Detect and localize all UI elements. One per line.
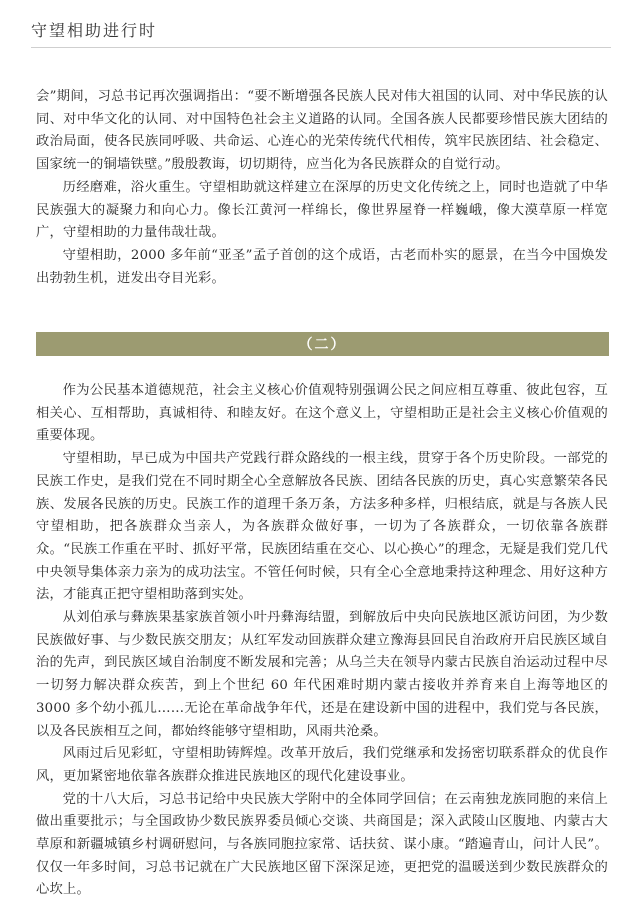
paragraph: 守望相助，早已成为中国共产党践行群众路线的一根主线，贯穿于各个历史阶段。一部党的民族工作史，是我们党在不同时期全心全意解放各民族、团结各民族的历史，真心实意繁荣各民族、发展各民族的历史。民族工作的道理千条万条，方法多种多样，归根结底，就是与各族人民守望相助，把各族群众当亲人，为各族群众做好事，一切为了各族群众，一切依靠各族群众。“民族工作重在平时、抓好平常，民族团结重在交心、以心换心”的理念，无疑是我们党几代中央领导集体亲力亲为的成功法宝。不管任何时候，只有全心全意地秉持这种理念、用好这种方法，才能真正把守望相助落到实处。 — [36, 451, 608, 603]
paragraph: 历经磨难，浴火重生。守望相助就这样建立在深厚的历史文化传统之上，同时也造就了中华民族强大的凝聚力和向心力。像长江黄河一样绵长，像世界屋脊一样巍峨，像大漠草原一样宽广，守望相助的力量伟哉壮哉。 — [36, 179, 608, 241]
running-head: 守望相助进行时 — [31, 21, 158, 40]
section-heading-bar — [36, 332, 609, 356]
paragraph: 风雨过后见彩虹，守望相助铸辉煌。改革开放后，我们党继承和发扬密切联系群众的优良作风，更加紧密地依靠各族群众推进民族地区的现代化建设事业。 — [36, 746, 608, 784]
section-heading: （二） — [298, 337, 347, 353]
body-text-bottom — [36, 380, 608, 902]
body-text-top — [36, 86, 608, 290]
paragraph: 党的十八大后，习总书记给中央民族大学附中的全体同学回信；在云南独龙族同胞的来信上做出重要批示；与全国政协少数民族界委员倾心交谈、共商国是；深入武陵山区腹地、内蒙古大草原和新疆城镇乡村调研慰问，与各族同胞拉家常、话扶贫、谋小康。“踏遍青山，问计人民”。仅仅一年多时间，习总书记就在广大民族地区留下深深足迹，更把党的温暖送到少数民族群众的心坎上。 — [36, 791, 608, 898]
paragraph: 守望相助，2000 多年前“亚圣”孟子首创的这个成语，古老而朴实的愿景，在当今中国焕发出勃勃生机，迸发出夺目光彩。 — [36, 247, 608, 286]
paragraph: 作为公民基本道德规范，社会主义核心价值观特别强调公民之间应相互尊重、彼此包容，互相关心、互相帮助，真诚相待、和睦友好。在这个意义上，守望相助正是社会主义核心价值观的重要体现。 — [36, 383, 608, 444]
paragraph: 会”期间，习总书记再次强调指出：“要不断增强各民族人民对伟大祖国的认同、对中华民族的认同、对中华文化的认同、对中国特色社会主义道路的认同。全国各族人民都要珍惜民族大团结的政治局面，使各民族同呼吸、共命运、心连心的光荣传统代代相传，筑牢民族团结、社会稳定、国家统一的铜墙铁壁。”殷殷教诲，切切期待，应当化为各民族群众的自觉行动。 — [36, 89, 608, 173]
paragraph: 从刘伯承与彝族果基家族首领小叶丹彝海结盟，到解放后中央向民族地区派访问团，为少数民族做好事、与少数民族交朋友；从红军发动回族群众建立豫海县回民自治政府开启民族区域自治的先声，到民族区域自治制度不断发展和完善；从乌兰夫在领导内蒙古民族自治运动过程中尽一切努力解决群众疾苦，到上个世纪 60 年代困难时期内蒙古接收并养育来自上海等地区的 3000 多个幼小孤儿……无论在革命战争年代，还是在建设新中国的进程中，我们党与各民族，以及各民族相互之间，都始终能够守望相助，风雨共沧桑。 — [36, 610, 608, 739]
header-rule — [31, 47, 611, 48]
